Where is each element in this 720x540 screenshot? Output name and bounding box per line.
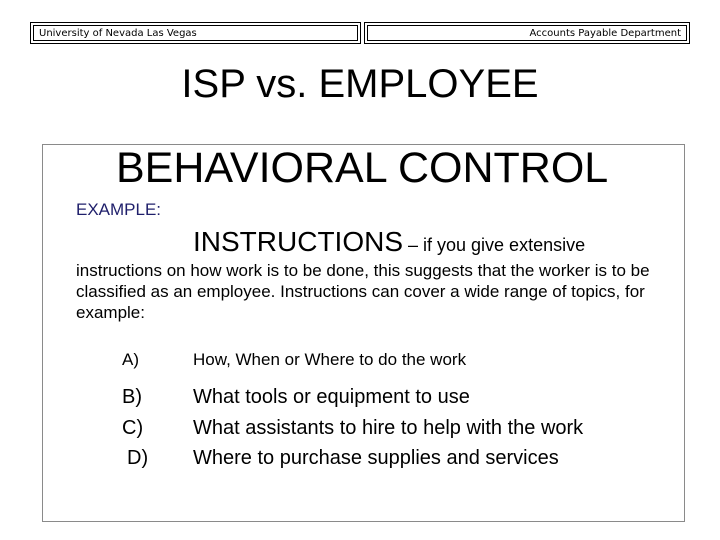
header-right-box [364, 22, 690, 44]
list-item-letter: C) [122, 417, 144, 439]
list-item-letter: A) [122, 350, 139, 369]
instructions-line [193, 226, 585, 258]
instructions-lead-text: – if you give extensive [403, 235, 586, 255]
example-label: EXAMPLE: [76, 200, 162, 219]
instructions-keyword: INSTRUCTIONS [193, 226, 403, 257]
header-university: University of Nevada Las Vegas [39, 27, 197, 39]
section-heading: BEHAVIORAL CONTROL [116, 144, 609, 192]
list-item-letter: B) [122, 386, 142, 408]
header-left-box [30, 22, 361, 44]
list-item-text: How, When or Where to do the work [193, 350, 467, 369]
page-title: ISP vs. EMPLOYEE [181, 62, 539, 106]
header-department: Accounts Payable Department [529, 27, 681, 39]
list-item-text: What assistants to hire to help with the work [193, 417, 584, 439]
list-item-text: Where to purchase supplies and services [193, 447, 559, 469]
list-item-letter: D) [127, 447, 149, 469]
list-item-text: What tools or equipment to use [193, 386, 470, 408]
instructions-body: instructions on how work is to be done, this suggests that the worker is to be classified as an employee. Instructions can cover a wide range of topics, for example: [76, 261, 650, 322]
